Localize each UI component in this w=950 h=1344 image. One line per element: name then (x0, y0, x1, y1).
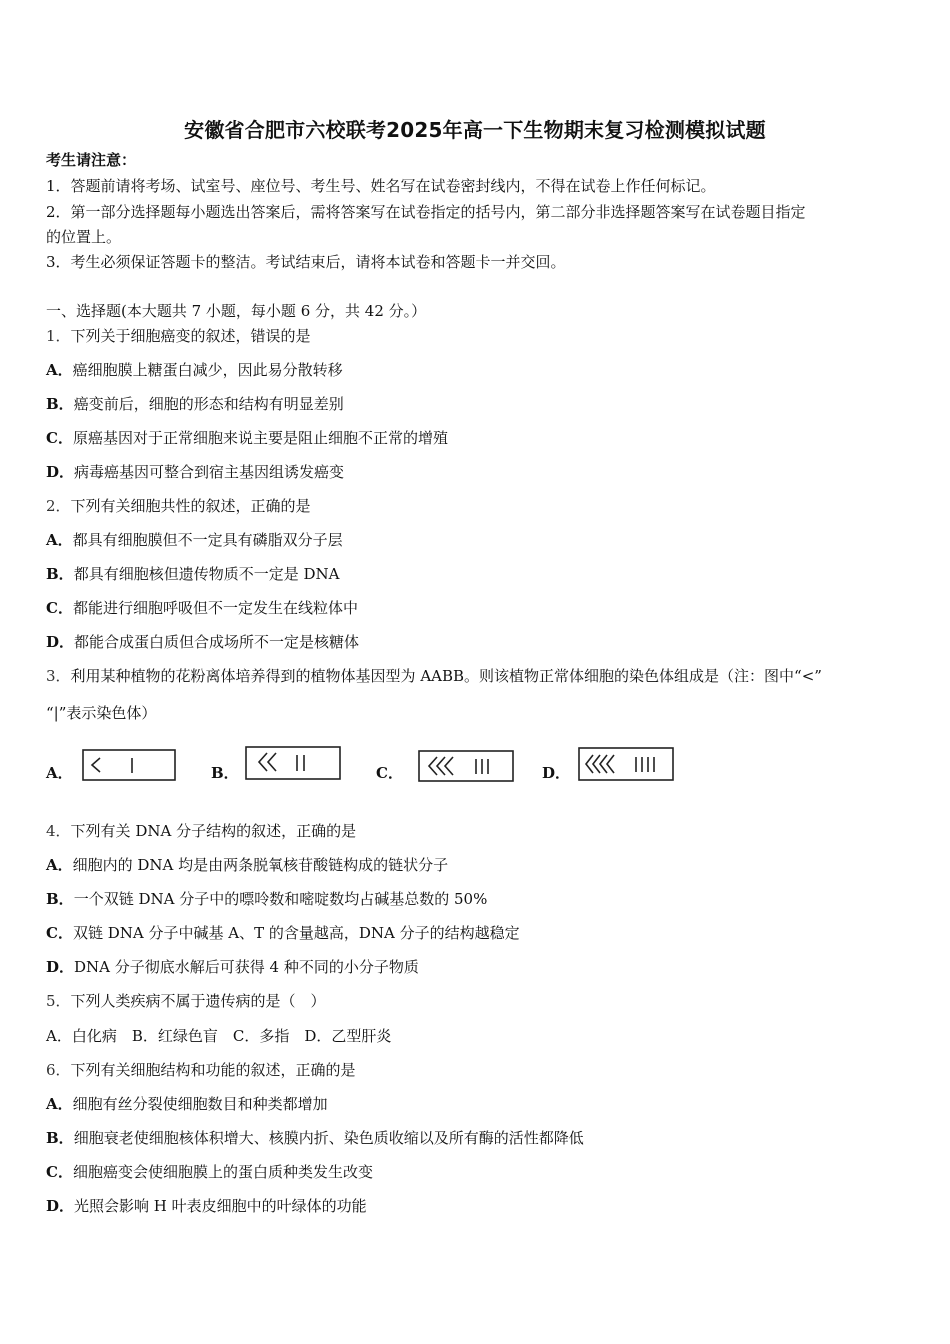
question-6-option-d: D．光照会影响 H 叶表皮细胞中的叶绿体的功能 (46, 1197, 367, 1215)
question-1-option-d: D．病毒癌基因可整合到宿主基因组诱发癌变 (46, 463, 345, 481)
question-4-option-a: A．细胞内的 DNA 均是由两条脱氧核苷酸链构成的链状分子 (46, 856, 449, 874)
question-2-option-c: C．都能进行细胞呼吸但不一定发生在线粒体中 (46, 599, 358, 617)
notice-item-1: 1．答题前请将考场、试室号、座位号、考生号、姓名写在试卷密封线内，不得在试卷上作任何标记。 (46, 177, 716, 195)
question-1-option-a: A．癌细胞膜上糖蛋白减少，因此易分散转移 (46, 361, 343, 379)
chromosome-figure-b (245, 745, 341, 785)
question-6-option-a: A．细胞有丝分裂使细胞数目和种类都增加 (46, 1095, 328, 1113)
page-title: 安徽省合肥市六校联考2025年高一下生物期末复习检测模拟试题 (184, 118, 766, 142)
question-1-option-b: B．癌变前后，细胞的形态和结构有明显差别 (46, 395, 344, 413)
chromosome-figure-a (82, 745, 176, 785)
section-heading: 一、选择题(本大题共 7 小题，每小题 6 分，共 42 分。） (46, 302, 427, 320)
figure-label-b: B． (211, 764, 239, 782)
chromosome-figure-c (418, 745, 514, 785)
notice-item-2: 2．第一部分选择题每小题选出答案后，需将答案写在试卷指定的括号内，第二部分非选择题答案写在试卷题目指定 (46, 203, 806, 221)
question-3-stem-cont: “|”表示染色体） (46, 704, 157, 722)
question-2-option-b: B．都具有细胞核但遗传物质不一定是 DNA (46, 565, 340, 583)
question-5-stem: 5．下列人类疾病不属于遗传病的是（ ） (46, 992, 326, 1010)
figure-label-a: A． (46, 764, 73, 782)
question-3-stem: 3．利用某种植物的花粉离体培养得到的植物体基因型为 AABB。则该植物正常体细胞的染色体组成是（注：图中“<” (46, 667, 822, 685)
question-4-option-b: B．一个双链 DNA 分子中的嘌呤数和嘧啶数均占碱基总数的 50% (46, 890, 488, 908)
question-2-stem: 2．下列有关细胞共性的叙述，正确的是 (46, 497, 311, 515)
chromosome-figure-d (578, 745, 674, 785)
question-4-stem: 4．下列有关 DNA 分子结构的叙述，正确的是 (46, 822, 357, 840)
notice-heading: 考生请注意： (46, 151, 137, 169)
question-2-option-a: A．都具有细胞膜但不一定具有磷脂双分子层 (46, 531, 343, 549)
question-6-stem: 6．下列有关细胞结构和功能的叙述，正确的是 (46, 1061, 356, 1079)
question-1-stem: 1．下列关于细胞癌变的叙述，错误的是 (46, 327, 311, 345)
question-4-option-d: D．DNA 分子彻底水解后可获得 4 种不同的小分子物质 (46, 958, 419, 976)
notice-item-3: 3．考生必须保证答题卡的整洁。考试结束后，请将本试卷和答题卡一并交回。 (46, 253, 566, 271)
figure-label-d: D． (542, 764, 571, 782)
question-number: 1． (46, 327, 71, 345)
question-1-option-c: C．原癌基因对于正常细胞来说主要是阻止细胞不正常的增殖 (46, 429, 448, 447)
question-4-option-c: C．双链 DNA 分子中碱基 A、T 的含量越高，DNA 分子的结构越稳定 (46, 924, 520, 942)
notice-item-2-cont: 的位置上。 (46, 228, 122, 246)
question-2-option-d: D．都能合成蛋白质但合成场所不一定是核糖体 (46, 633, 360, 651)
figure-label-c: C． (376, 764, 403, 782)
question-6-option-b: B．细胞衰老使细胞核体积增大、核膜内折、染色质收缩以及所有酶的活性都降低 (46, 1129, 584, 1147)
question-5-options: A．白化病 B．红绿色盲 C．多指 D．乙型肝炎 (46, 1027, 392, 1045)
question-6-option-c: C．细胞癌变会使细胞膜上的蛋白质种类发生改变 (46, 1163, 373, 1181)
